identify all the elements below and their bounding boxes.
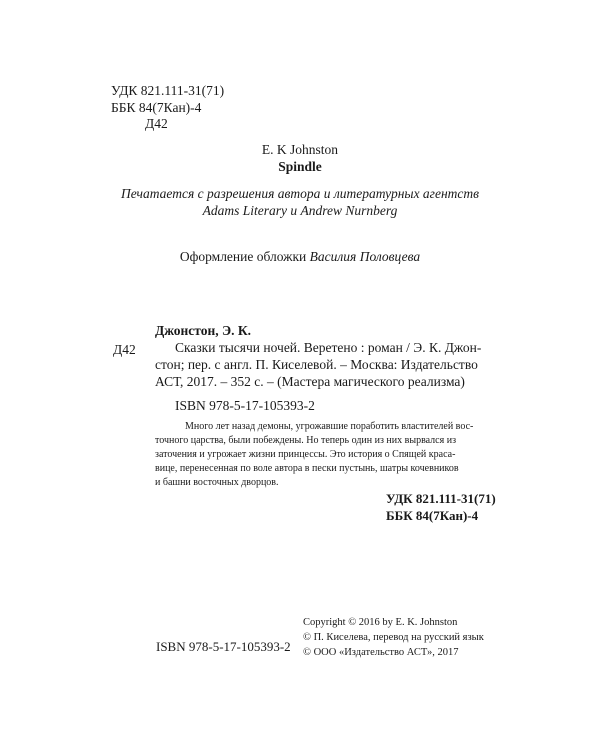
permission-line-2: Adams Literary и Andrew Nurnberg: [202, 203, 398, 218]
annotation-line-1: Много лет назад демоны, угрожавшие поработить властителей вос-: [185, 421, 474, 432]
original-author: E. K Johnston: [261, 142, 339, 157]
annotation-line-3: заточения и угрожает жизни принцессы. Это история о Спящей краса-: [155, 449, 456, 460]
classification-code-top: Д42: [145, 116, 168, 131]
annotation-line-5: и башни восточных дворцов.: [155, 477, 279, 488]
udk-top: УДК 821.111-31(71): [111, 83, 225, 98]
bbk-bottom: ББК 84(7Кан)-4: [386, 508, 479, 523]
udk-bottom: УДК 821.111-31(71): [386, 491, 496, 506]
catalog-code: Д42: [113, 342, 136, 357]
copyright-line-3: © ООО «Издательство АСТ», 2017: [303, 647, 459, 658]
catalog-author: Джонстон, Э. К.: [155, 323, 252, 338]
footer-isbn: ISBN 978-5-17-105393-2: [156, 639, 291, 654]
permission-line-1: Печатается с разрешения автора и литературных агентств: [120, 186, 479, 201]
copyright-line-1: Copyright © 2016 by E. K. Johnston: [303, 617, 458, 628]
catalog-description-line-1: Сказки тысячи ночей. Веретено : роман / Э. К. Джон-: [175, 340, 482, 355]
catalog-description-line-2: стон; пер. с англ. П. Киселевой. – Москва: Издательство: [155, 357, 478, 372]
catalog-description-line-3: АСТ, 2017. – 352 с. – (Мастера магического реализма): [155, 374, 465, 389]
annotation-line-4: вице, перенесенная по воле автора в пески пустынь, шатры кочевников: [155, 463, 459, 474]
cover-design-label: Оформление обложки: [179, 249, 307, 264]
original-title: Spindle: [278, 159, 322, 174]
annotation-line-2: точного царства, были побеждены. Но теперь один из них вырвался из: [155, 435, 457, 446]
catalog-isbn: ISBN 978-5-17-105393-2: [175, 398, 315, 413]
bbk-top: ББК 84(7Кан)-4: [111, 100, 202, 115]
cover-designer-name: Василия Половцева: [309, 249, 421, 264]
cover-design: [60, 247, 540, 266]
copyright-line-2: © П. Киселева, перевод на русский язык: [303, 632, 484, 643]
